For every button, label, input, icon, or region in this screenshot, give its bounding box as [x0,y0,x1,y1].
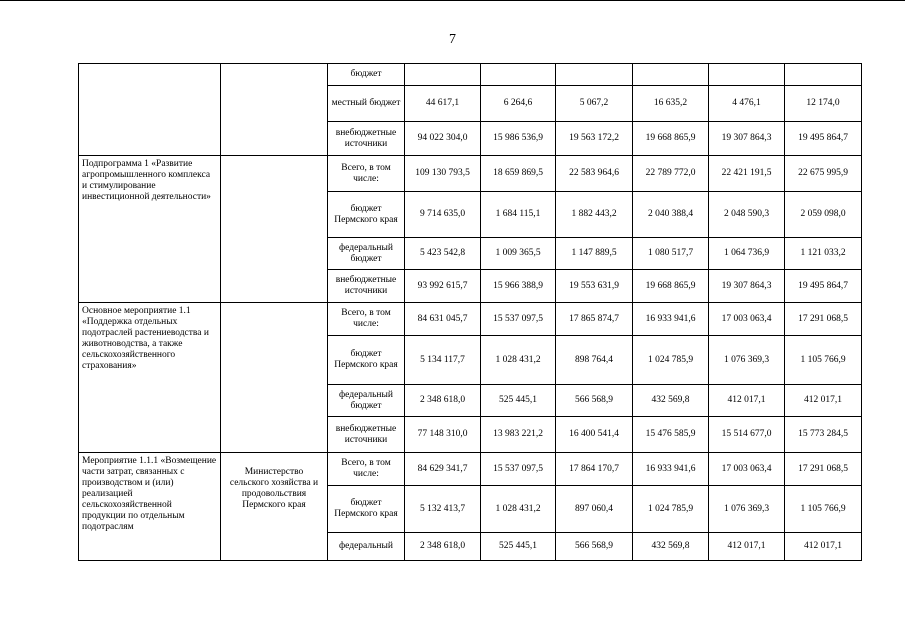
amount-cell: 15 476 585,9 [633,417,709,453]
table-row [79,156,862,192]
amount-cell: 84 629 341,7 [405,453,481,486]
amount-cell: 2 348 618,0 [405,533,481,561]
amount-cell: 1 080 517,7 [633,238,709,270]
funding-source-cell: Всего, в том числе: [328,303,405,336]
amount-cell: 1 028 431,2 [481,486,556,533]
amount-cell: 566 568,9 [556,385,633,417]
amount-cell: 566 568,9 [556,533,633,561]
amount-cell: 16 635,2 [633,86,709,122]
funding-source-cell: федеральный [328,533,405,561]
amount-cell: 2 048 590,3 [709,192,785,238]
amount-cell [405,64,481,86]
amount-cell: 412 017,1 [709,533,785,561]
amount-cell: 22 583 964,6 [556,156,633,192]
amount-cell: 94 022 304,0 [405,122,481,156]
amount-cell: 5 423 542,8 [405,238,481,270]
amount-cell [785,64,862,86]
funding-source-cell: внебюджетные источники [328,122,405,156]
amount-cell: 19 307 864,3 [709,270,785,303]
amount-cell [709,64,785,86]
amount-cell: 77 148 310,0 [405,417,481,453]
funding-table [78,63,862,561]
funding-source-cell: Всего, в том числе: [328,453,405,486]
amount-cell: 84 631 045,7 [405,303,481,336]
amount-cell: 17 865 874,7 [556,303,633,336]
amount-cell: 19 495 864,7 [785,270,862,303]
amount-cell [556,64,633,86]
amount-cell: 44 617,1 [405,86,481,122]
amount-cell: 2 348 618,0 [405,385,481,417]
amount-cell: 16 933 941,6 [633,303,709,336]
amount-cell: 1 064 736,9 [709,238,785,270]
page-number: 7 [449,32,456,47]
amount-cell: 16 400 541,4 [556,417,633,453]
amount-cell: 19 307 864,3 [709,122,785,156]
amount-cell: 412 017,1 [785,533,862,561]
amount-cell: 1 105 766,9 [785,336,862,385]
amount-cell: 22 421 191,5 [709,156,785,192]
amount-cell: 13 983 221,2 [481,417,556,453]
amount-cell: 22 789 772,0 [633,156,709,192]
table-row [79,303,862,336]
amount-cell: 1 009 365,5 [481,238,556,270]
amount-cell: 1 882 443,2 [556,192,633,238]
amount-cell: 525 445,1 [481,385,556,417]
amount-cell: 412 017,1 [709,385,785,417]
funding-source-cell: бюджет [328,64,405,86]
program-name-cell: Подпрограмма 1 «Развитие агропромышленного комплекса и стимулирование инвестиционной деятельности» [79,156,221,303]
amount-cell: 15 514 677,0 [709,417,785,453]
program-name-cell [79,64,221,156]
amount-cell: 1 024 785,9 [633,336,709,385]
funding-source-cell: Всего, в том числе: [328,156,405,192]
amount-cell: 1 024 785,9 [633,486,709,533]
amount-cell: 1 105 766,9 [785,486,862,533]
amount-cell: 898 764,4 [556,336,633,385]
amount-cell: 1 684 115,1 [481,192,556,238]
amount-cell: 412 017,1 [785,385,862,417]
funding-source-cell: внебюджетные источники [328,417,405,453]
amount-cell: 6 264,6 [481,86,556,122]
amount-cell: 2 040 388,4 [633,192,709,238]
amount-cell: 19 563 172,2 [556,122,633,156]
amount-cell: 432 569,8 [633,533,709,561]
amount-cell [481,64,556,86]
top-rule [0,0,905,1]
amount-cell: 525 445,1 [481,533,556,561]
amount-cell: 432 569,8 [633,385,709,417]
amount-cell: 109 130 793,5 [405,156,481,192]
amount-cell: 17 003 063,4 [709,303,785,336]
amount-cell: 19 668 865,9 [633,270,709,303]
program-name-cell: Мероприятие 1.1.1 «Возмещение части затрат, связанных с производством и (или) реализацией сельскохозяйственной продукции по отдельным подотраслям [79,453,221,561]
amount-cell: 15 537 097,5 [481,453,556,486]
amount-cell: 5 067,2 [556,86,633,122]
amount-cell: 897 060,4 [556,486,633,533]
amount-cell: 18 659 869,5 [481,156,556,192]
amount-cell: 19 553 631,9 [556,270,633,303]
amount-cell: 93 992 615,7 [405,270,481,303]
amount-cell: 16 933 941,6 [633,453,709,486]
amount-cell: 19 668 865,9 [633,122,709,156]
amount-cell: 17 003 063,4 [709,453,785,486]
funding-source-cell: бюджет Пермского края [328,486,405,533]
table-row [79,64,862,86]
amount-cell: 1 121 033,2 [785,238,862,270]
responsible-executor-cell [221,64,328,156]
responsible-executor-cell [221,303,328,453]
funding-source-cell: местный бюджет [328,86,405,122]
amount-cell: 1 076 369,3 [709,486,785,533]
amount-cell: 17 291 068,5 [785,303,862,336]
funding-source-cell: бюджет Пермского края [328,192,405,238]
funding-source-cell: бюджет Пермского края [328,336,405,385]
program-name-cell: Основное мероприятие 1.1 «Поддержка отдельных подотраслей растениеводства и животноводства, а также сельскохозяйственного страхования» [79,303,221,453]
amount-cell: 15 966 388,9 [481,270,556,303]
funding-source-cell: внебюджетные источники [328,270,405,303]
amount-cell: 2 059 098,0 [785,192,862,238]
amount-cell: 22 675 995,9 [785,156,862,192]
amount-cell: 15 986 536,9 [481,122,556,156]
amount-cell: 19 495 864,7 [785,122,862,156]
amount-cell: 17 864 170,7 [556,453,633,486]
amount-cell: 15 773 284,5 [785,417,862,453]
table-row [79,453,862,486]
amount-cell: 5 132 413,7 [405,486,481,533]
amount-cell: 1 028 431,2 [481,336,556,385]
amount-cell: 1 147 889,5 [556,238,633,270]
amount-cell: 15 537 097,5 [481,303,556,336]
funding-source-cell: федеральный бюджет [328,385,405,417]
amount-cell: 17 291 068,5 [785,453,862,486]
responsible-executor-cell: Министерство сельского хозяйства и продовольствия Пермского края [221,453,328,561]
amount-cell: 12 174,0 [785,86,862,122]
responsible-executor-cell [221,156,328,303]
amount-cell: 9 714 635,0 [405,192,481,238]
amount-cell: 4 476,1 [709,86,785,122]
amount-cell [633,64,709,86]
funding-source-cell: федеральный бюджет [328,238,405,270]
amount-cell: 1 076 369,3 [709,336,785,385]
amount-cell: 5 134 117,7 [405,336,481,385]
